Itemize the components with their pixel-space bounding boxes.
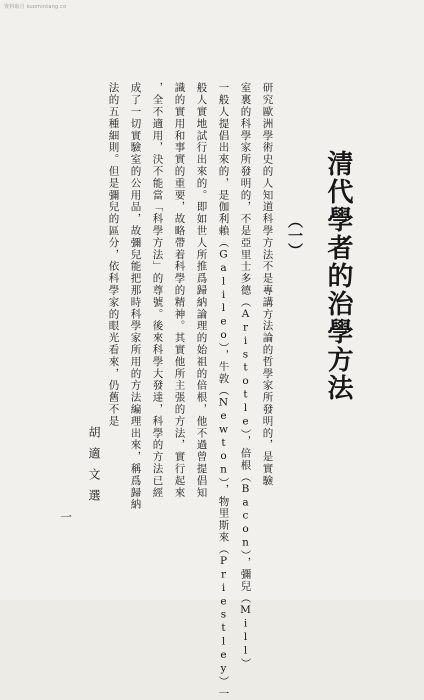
- section-number: （一）: [286, 213, 304, 258]
- body-column-1: 研究歐洲學術史的人知道科學方法不是專講方法論的哲學家所發明的，是實驗: [261, 82, 274, 487]
- body-column-8: 法的五種細則。但是彌兒的區分，依科學家的眼光看來，仍舊不是: [107, 82, 120, 428]
- body-column-3: 一般人提倡出來的，是伽利賴（Galileo），牛敦（Newton），物里斯來（Priestley）一: [217, 82, 230, 700]
- article-title: 清代學者的治學方法: [323, 150, 353, 402]
- body-column-6: ，全不適用，決不能當「科學方法」的尊號。後來科學大發達，科學的方法已經: [151, 82, 164, 499]
- body-column-7: 成了一切實驗室的公用品，故彌兒能把那時科學家所用的方法編理出來，稱爲歸納: [129, 82, 142, 511]
- watermark-text: 資料取自 kuomintang.co: [4, 4, 67, 10]
- body-column-5: 識的實用和事實的重要，故略帶着科學的精神。其實他所主張的方法，實行起來: [173, 82, 186, 499]
- body-column-2: 室裏的科學家所發明的，不是亞里士多德（Aristotle），倍根（Bacon），彌兒（Mill）: [239, 82, 252, 670]
- page-number: 一: [60, 510, 73, 524]
- body-column-4: 般人實地試行出來的。即如世人所推爲歸納論理的始祖的倍根，他不過曾提倡知: [195, 82, 208, 499]
- running-footer: 胡適文選: [87, 426, 101, 510]
